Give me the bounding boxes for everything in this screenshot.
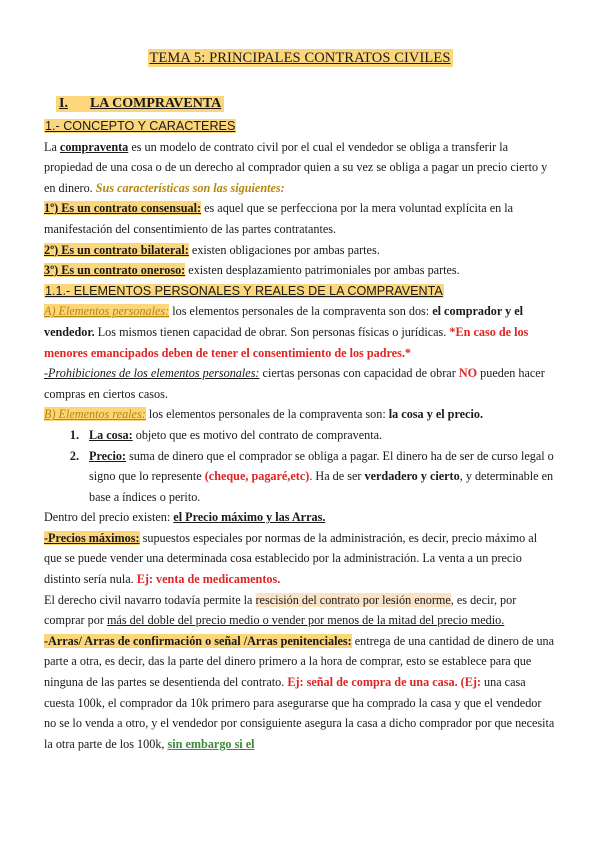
- title-block: [0, 49, 600, 67]
- paragraph-derecho-navarro: El derecho civil navarro todavía permite la rescisión del contrato por lesión enorme, es decir, por comprar por más del doble del precio medio o vender por menos de la mitad del precio medio.: [44, 592, 517, 628]
- section-number: I.: [59, 96, 68, 111]
- paragraph-elementos-reales: B) Elementos reales: los elementos personales de la compraventa son: la cosa y el precio.: [44, 407, 483, 422]
- list-item: 1. La cosa: objeto que es motivo del contrato de compraventa.: [69, 427, 383, 442]
- section-title: LA COMPRAVENTA: [89, 96, 222, 111]
- paragraph-elementos-personales: A) Elementos personales: los elementos personales de la compraventa son dos: el comprador y el vendedor. Los mismos tienen capacidad de obrar. Son personas físicas o jurídicas. *En caso de los menores emancipados deben de tener el consentimiento de los padres.*: [44, 304, 529, 360]
- paragraph-prohibiciones: -Prohibiciones de los elementos personales: ciertas personas con capacidad de obrar NO pueden hacer compras en ciertos casos.: [44, 366, 545, 401]
- caracter-bilateral: 2º) Es un contrato bilateral: existen obligaciones por ambas partes.: [44, 242, 380, 257]
- paragraph-definicion: La compraventa es un modelo de contrato civil por el cual el vendedor se obliga a transferir la propiedad de una cosa o de un derecho al comprador quien a su vez se obliga a pagar un precio cierto y en dinero. Sus características son las siguientes:: [44, 139, 548, 195]
- subheading-concepto: 1.- CONCEPTO Y CARACTERES: [45, 119, 236, 133]
- document-title: TEMA 5: PRINCIPALES CONTRATOS CIVILES: [149, 50, 451, 66]
- paragraph-arras: -Arras/ Arras de confirmación o señal /Arras penitenciales: entrega de una cantidad de dinero de una parte a otra, es decir, das la parte del dinero primero a la hora de comprar, esto se establece para que ninguna de las partes se desentienda del contrato. Ej: señal de compra de una casa. (Ej: una casa cuesta 100k, el comprador da 10k primero para asegurarse que ha comprado la casa y que el vendedor no se lo venda a otro, y el vendedor por consiguiente asegura la casa a dicho comprador por que necesita la otra parte de los 100k, sin embargo si el: [44, 633, 555, 751]
- caracter-oneroso: 3º) Es un contrato oneroso: existen desplazamiento patrimoniales por ambas partes.: [44, 263, 460, 278]
- paragraph-dentro-precio: Dentro del precio existen: el Precio máximo y las Arras.: [44, 510, 326, 525]
- caracter-consensual: 1º) Es un contrato consensual: es aquel que se perfecciona por la mera voluntad explícita en la manifestación del consentimiento de las partes contratantes.: [44, 201, 514, 236]
- elementos-reales-list: [44, 425, 556, 507]
- section-heading: [56, 96, 224, 112]
- subheading-elementos: 1.1.- ELEMENTOS PERSONALES Y REALES DE LA COMPRAVENTA: [45, 283, 443, 298]
- list-item: 2. Precio: suma de dinero que el comprador se obliga a pagar. El dinero ha de ser de curso legal o signo que lo represente (cheque, pagaré,etc). Ha de ser verdadero y cierto, y determinable en base a índices o perito.: [69, 448, 554, 504]
- paragraph-precios-maximos: -Precios máximos: supuestos especiales por normas de la administración, es decir, precio máximo al que se puede vender una determinada cosa establecido por la administración. La venta a un precio distinto sería nula. Ej: venta de medicamentos.: [44, 530, 538, 587]
- body-text: [44, 116, 556, 754]
